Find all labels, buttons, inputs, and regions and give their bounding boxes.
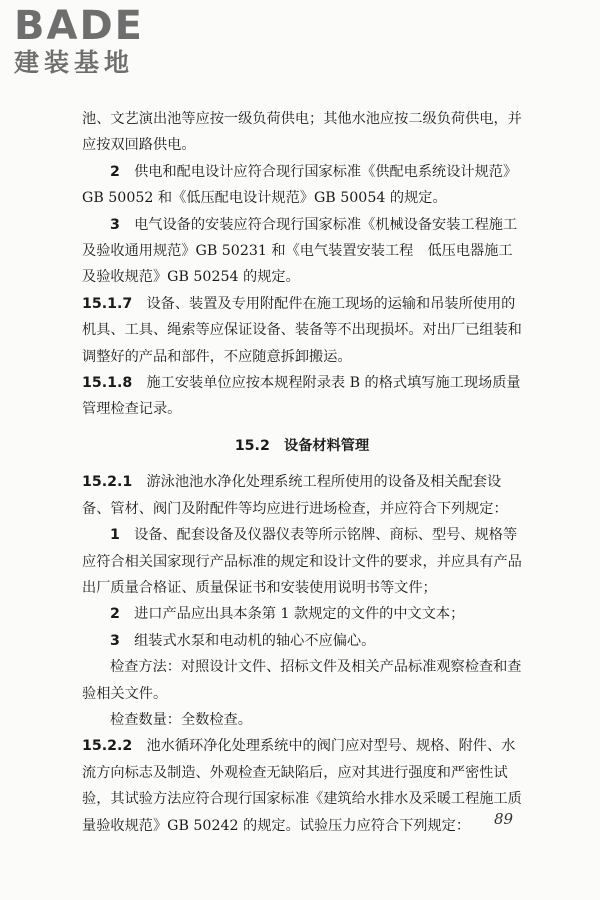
clause-number: 15.2.2 — [82, 738, 133, 755]
clause-number: 15.2.1 — [82, 474, 133, 491]
paragraph: 检查方法：对照设计文件、招标文件及相关产品标准观察检查和查验相关文件。 — [82, 659, 522, 702]
logo-text-en: BADE — [14, 3, 144, 49]
section-heading — [82, 433, 522, 459]
logo-text-cn: 建装基地 — [14, 48, 135, 77]
section-title: 设备材料管理 — [284, 437, 370, 454]
item-number: 3 — [110, 632, 120, 649]
bade-logo — [14, 4, 184, 78]
page-number: 89 — [494, 810, 514, 828]
page-body — [82, 106, 522, 839]
item-number: 2 — [110, 606, 120, 623]
paragraph-item: 2 供电和配电设计应符合现行国家标准《供配电系统设计规范》GB 50052 和《低压配电设计规范》GB 50054 的规定。 — [82, 163, 518, 207]
paragraph-item: 1 设备、配套设备及仪器仪表等所示铭牌、商标、型号、规格等应符合相关国家现行产品标准的规定和设计文件的要求，并应具有产品出厂质量合格证、质量保证书和安装使用说明书等文件； — [82, 527, 522, 596]
paragraph-item: 2 进口产品应出具本条第 1 款规定的文件的中文文本； — [110, 606, 465, 623]
clause-paragraph: 15.2.1 游泳池池水净化处理系统工程所使用的设备及相关配套设备、管材、阀门及附配件等均应进行进场检查，并应符合下列规定： — [82, 474, 508, 517]
clause-paragraph: 15.2.2 池水循环净化处理系统中的阀门应对型号、规格、附件、水流方向标志及制造、外观检查无缺陷后，应对其进行强度和严密性试验，其试验方法应符合现行国家标准《建筑给水排水及采暖工程施工质量验收规范》GB 50242 的规定。试验压力应符合下列规定： — [82, 738, 522, 834]
clause-paragraph: 15.1.7 设备、装置及专用附配件在施工现场的运输和吊装所使用的机具、工具、绳索等应保证设备、装备等不出现损坏。对出厂已组装和调整好的产品和部件，不应随意拆卸搬运。 — [82, 295, 522, 365]
section-number: 15.2 — [234, 437, 270, 454]
paragraph: 池、文艺演出池等应按一级负荷供电；其他水池应按二级负荷供电，并应按双回路供电。 — [82, 111, 522, 154]
item-number: 1 — [110, 527, 120, 544]
clause-number: 15.1.7 — [82, 295, 133, 312]
paragraph-item: 3 组装式水泵和电动机的轴心不应偏心。 — [110, 632, 376, 649]
clause-paragraph: 15.1.8 施工安装单位应按本规程附录表 B 的格式填写施工现场质量管理检查记录。 — [82, 375, 521, 418]
item-number: 2 — [110, 163, 120, 180]
item-number: 3 — [110, 216, 120, 233]
clause-number: 15.1.8 — [82, 375, 133, 392]
paragraph-item: 3 电气设备的安装应符合现行国家标准《机械设备安装工程施工及验收通用规范》GB 50231 和《电气装置安装工程 低压电器施工及验收规范》GB 50254 的规定。 — [82, 216, 518, 286]
paragraph: 检查数量：全数检查。 — [110, 711, 252, 728]
